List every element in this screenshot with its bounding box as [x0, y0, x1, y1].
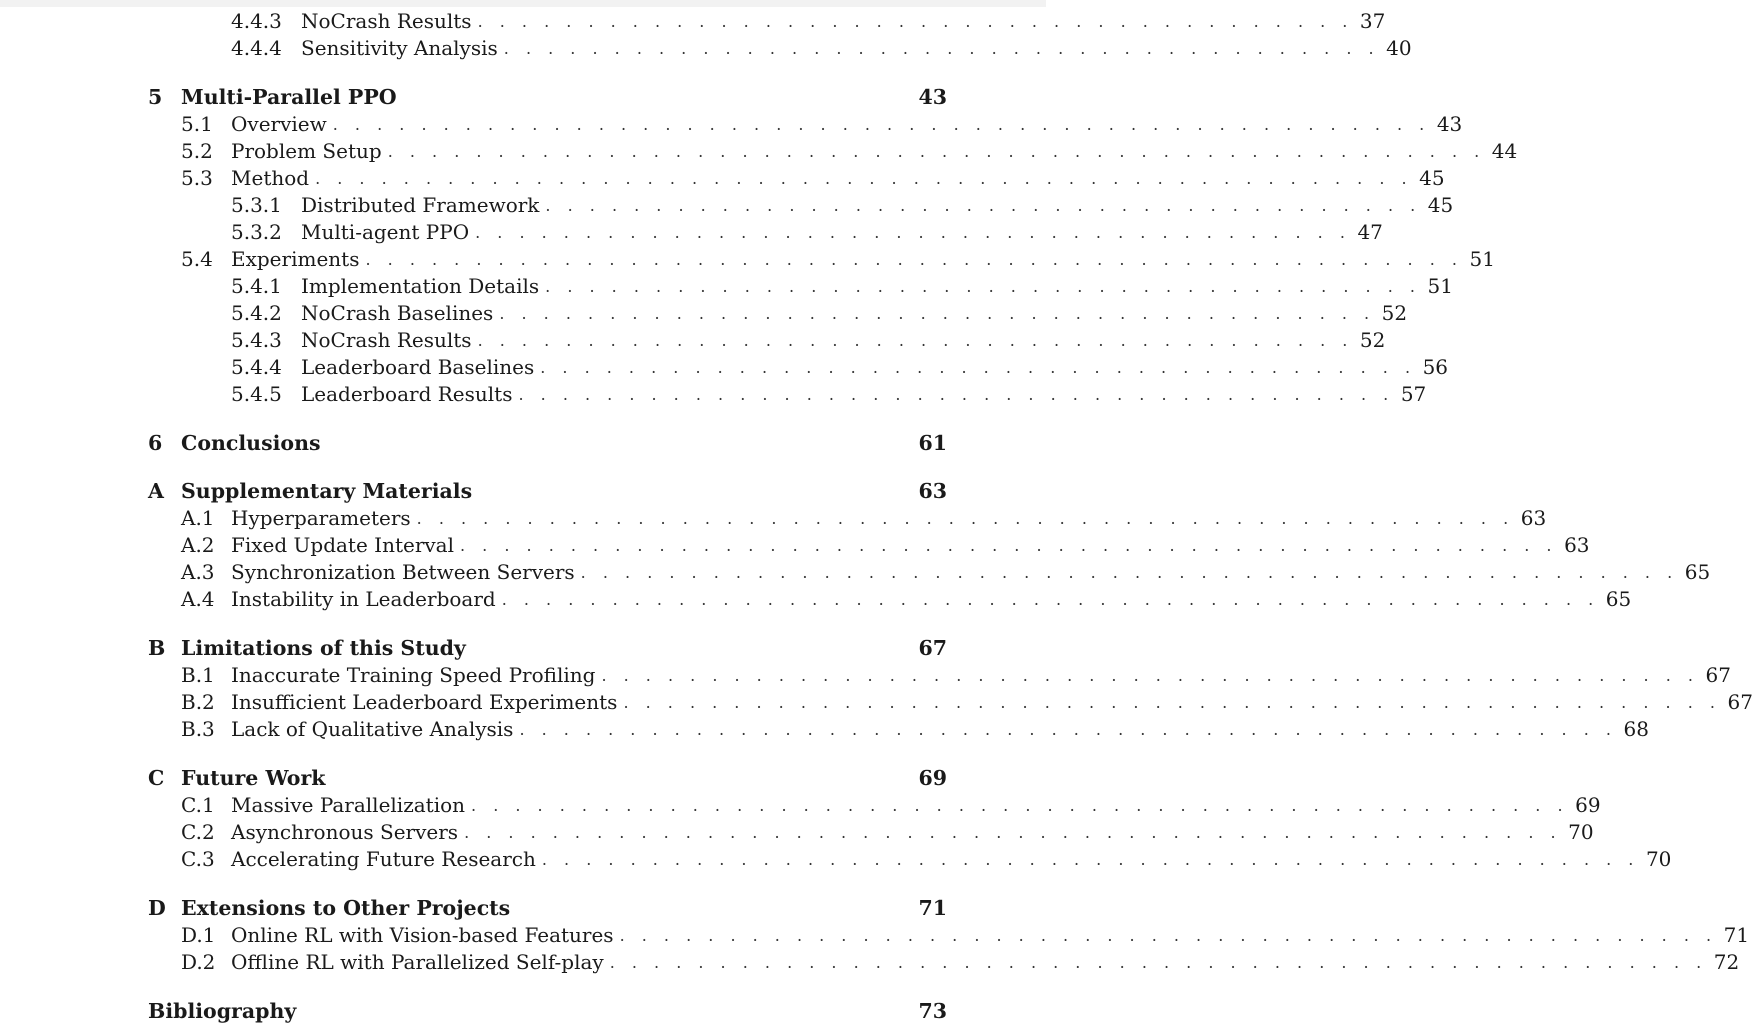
- toc-entry-c-2[interactable]: [181, 819, 1594, 846]
- toc-entry-number: A.2: [181, 533, 215, 557]
- toc-entry-page: 63: [1564, 533, 1590, 557]
- toc-entry-a-1[interactable]: [181, 505, 1547, 532]
- toc-entry-title: Experiments: [231, 247, 360, 271]
- toc-entry-title: NoCrash Results: [301, 9, 472, 33]
- toc-entry-b-3[interactable]: [181, 716, 1649, 743]
- toc-entry-page: 56: [1422, 355, 1449, 379]
- toc-dot-leader: . . . . . . . . . . . . . . . . . . . . . . . . . . . . . . . . . . . . . . . . . . . . . . . . . .: [460, 536, 1558, 555]
- toc-chapter-title: Supplementary Materials: [181, 479, 473, 503]
- toc-chapter-page: 43: [918, 85, 947, 109]
- toc-entry-page: 67: [1727, 690, 1753, 714]
- toc-chapter-number: 6: [148, 431, 163, 455]
- toc-entry-number: C.3: [181, 847, 215, 871]
- toc-entry-number: B.3: [181, 717, 215, 741]
- toc-entry-title: Leaderboard Results: [301, 382, 513, 406]
- toc-dot-leader: . . . . . . . . . . . . . . . . . . . . . . . . . . . . . . . . . . . . . . . .: [540, 358, 1417, 377]
- toc-entry-page: 69: [1575, 793, 1601, 817]
- toc-entry-5-4[interactable]: [181, 246, 1495, 273]
- toc-entry-5-3-2[interactable]: [231, 219, 1383, 246]
- toc-dot-leader: . . . . . . . . . . . . . . . . . . . . . . . . . . . . . . . . . . . . . . . . . . . . . . . . . .: [416, 509, 1515, 528]
- toc-chapter-number: D: [148, 896, 166, 920]
- toc-dot-leader: . . . . . . . . . . . . . . . . . . . . . . . . . . . . . . . . . . . . . . . . . . . . . . . . . .: [365, 250, 1463, 269]
- toc-dot-leader: . . . . . . . . . . . . . . . . . . . . . . . . . . . . . . . . . . . . . . . . . . . . . . . . . .: [619, 926, 1718, 945]
- toc-entry-a-3[interactable]: [181, 559, 1711, 586]
- toc-entry-number: 5.4.1: [231, 274, 282, 298]
- toc-entry-5-4-3[interactable]: [231, 327, 1386, 354]
- toc-chapter-number: 5: [148, 85, 163, 109]
- toc-entry-page: 70: [1568, 820, 1594, 844]
- toc-entry-d-1[interactable]: [181, 922, 1750, 949]
- toc-entry-number: 4.4.3: [231, 9, 282, 33]
- toc-entry-b-2[interactable]: [181, 689, 1753, 716]
- toc-entry-title: Overview: [231, 112, 327, 136]
- toc-entry-number: 5.4: [181, 247, 213, 271]
- toc-entry-number: C.2: [181, 820, 215, 844]
- toc-dot-leader: . . . . . . . . . . . . . . . . . . . . . . . . . . . . . . . . . . . . . . . .: [545, 196, 1422, 215]
- toc-entry-page: 51: [1469, 247, 1495, 271]
- toc-entry-5-3-1[interactable]: [231, 192, 1454, 219]
- toc-entry-page: 70: [1645, 847, 1672, 871]
- toc-chapter-page: 73: [918, 999, 947, 1023]
- toc-entry-number: 5.3: [181, 166, 213, 190]
- toc-entry-number: C.1: [181, 793, 215, 817]
- toc-chapter-title: Future Work: [181, 766, 326, 790]
- toc-chapter-page: 63: [918, 479, 947, 503]
- toc-entry-title: NoCrash Results: [301, 328, 472, 352]
- toc-dot-leader: . . . . . . . . . . . . . . . . . . . . . . . . . . . . . . . . . . . . . . . . . . . . . . . . . .: [464, 823, 1562, 842]
- toc-chapter-page: 67: [918, 636, 947, 660]
- toc-chapter-title: Bibliography: [148, 999, 297, 1023]
- toc-entry-title: Implementation Details: [301, 274, 540, 298]
- toc-entry-5-3[interactable]: [181, 165, 1445, 192]
- toc-entry-page: 44: [1491, 139, 1518, 163]
- toc-entry-number: A.3: [181, 560, 215, 584]
- toc-entry-page: 67: [1705, 663, 1731, 687]
- toc-entry-number: 5.4.3: [231, 328, 282, 352]
- toc-entry-number: B.2: [181, 690, 215, 714]
- toc-chapter-page: 71: [918, 896, 947, 920]
- toc-entry-page: 52: [1381, 301, 1408, 325]
- toc-entry-page: 65: [1684, 560, 1711, 584]
- toc-entry-5-4-4[interactable]: [231, 354, 1449, 381]
- toc-dot-leader: . . . . . . . . . . . . . . . . . . . . . . . . . . . . . . . . . . . . . . . .: [475, 223, 1351, 242]
- toc-entry-page: 68: [1623, 717, 1649, 741]
- toc-entry-title: NoCrash Baselines: [301, 301, 494, 325]
- toc-appendix-c[interactable]: [148, 765, 947, 792]
- toc-entry-title: Lack of Qualitative Analysis: [231, 717, 514, 741]
- toc-entry-number: 5.3.2: [231, 220, 282, 244]
- toc-chapter-page: 69: [918, 766, 947, 790]
- toc-entry-page: 47: [1357, 220, 1383, 244]
- toc-entry-page: 51: [1427, 274, 1453, 298]
- toc-entry-page: 71: [1723, 923, 1750, 947]
- toc-entry-page: 57: [1400, 382, 1427, 406]
- toc-entry-c-3[interactable]: [181, 846, 1672, 873]
- toc-entry-page: 37: [1359, 9, 1386, 33]
- toc-entry-number: 5.1: [181, 112, 213, 136]
- toc-entry-number: 5.4.5: [231, 382, 282, 406]
- toc-dot-leader: . . . . . . . . . . . . . . . . . . . . . . . . . . . . . . . . . . . . . . . . . . . . . . . . . .: [387, 142, 1486, 161]
- toc-entry-c-1[interactable]: [181, 792, 1601, 819]
- toc-entry-page: 43: [1436, 112, 1463, 136]
- toc-bibliography[interactable]: [148, 998, 947, 1025]
- toc-entry-title: Method: [231, 166, 310, 190]
- toc-dot-leader: . . . . . . . . . . . . . . . . . . . . . . . . . . . . . . . . . . . . . . . . . . . . . . . . . .: [332, 115, 1431, 134]
- toc-entry-page: 40: [1386, 36, 1412, 60]
- toc-entry-title: Fixed Update Interval: [231, 533, 454, 557]
- toc-chapter-title: Limitations of this Study: [181, 636, 466, 660]
- toc-entry-d-2[interactable]: [181, 949, 1740, 976]
- toc-entry-5-4-1[interactable]: [231, 273, 1453, 300]
- toc-dot-leader: . . . . . . . . . . . . . . . . . . . . . . . . . . . . . . . . . . . . . . . . . . . . . . . . . .: [315, 169, 1413, 188]
- toc-entry-number: 5.4.2: [231, 301, 282, 325]
- toc-entry-a-4[interactable]: [181, 586, 1632, 613]
- toc-chapter-page: 61: [918, 431, 947, 455]
- toc-entry-number: D.1: [181, 923, 216, 947]
- toc-dot-leader: . . . . . . . . . . . . . . . . . . . . . . . . . . . . . . . . . . . . . . . . . . . . . . . . . .: [623, 693, 1721, 712]
- toc-entry-page: 52: [1359, 328, 1386, 352]
- toc-chapter-title: Extensions to Other Projects: [181, 896, 511, 920]
- toc-dot-leader: . . . . . . . . . . . . . . . . . . . . . . . . . . . . . . . . . . . . . . . .: [499, 304, 1376, 323]
- toc-chapter-number: C: [148, 766, 165, 790]
- toc-dot-leader: . . . . . . . . . . . . . . . . . . . . . . . . . . . . . . . . . . . . . . . .: [545, 277, 1421, 296]
- toc-entry-number: 4.4.4: [231, 36, 282, 60]
- toc-entry-number: 5.3.1: [231, 193, 282, 217]
- toc-entry-number: A.4: [181, 587, 215, 611]
- toc-entry-title: Distributed Framework: [301, 193, 540, 217]
- toc-entry-number: D.2: [181, 950, 216, 974]
- toc-entry-title: Insufficient Leaderboard Experiments: [231, 690, 618, 714]
- toc-dot-leader: . . . . . . . . . . . . . . . . . . . . . . . . . . . . . . . . . . . . . . . . . . . . . . . . . .: [541, 850, 1640, 869]
- toc-entry-page: 72: [1713, 950, 1740, 974]
- toc-entry-title: Massive Parallelization: [231, 793, 466, 817]
- toc-entry-title: Asynchronous Servers: [231, 820, 459, 844]
- toc-dot-leader: . . . . . . . . . . . . . . . . . . . . . . . . . . . . . . . . . . . . . . . . . . . . . . . . . .: [609, 953, 1708, 972]
- toc-entry-page: 65: [1605, 587, 1632, 611]
- toc-entry-5-1[interactable]: [181, 111, 1463, 138]
- toc-appendix-a[interactable]: [148, 478, 947, 505]
- toc-entry-title: Leaderboard Baselines: [301, 355, 535, 379]
- toc-entry-5-2[interactable]: [181, 138, 1518, 165]
- toc-chapter-title: Multi-Parallel PPO: [181, 85, 397, 109]
- toc-dot-leader: . . . . . . . . . . . . . . . . . . . . . . . . . . . . . . . . . . . . . . . . . . . . . . . . . .: [501, 590, 1600, 609]
- toc-entry-a-2[interactable]: [181, 532, 1590, 559]
- toc-entry-title: Sensitivity Analysis: [301, 36, 498, 60]
- toc-entry-number: B.1: [181, 663, 215, 687]
- toc-entry-5-4-5[interactable]: [231, 381, 1427, 408]
- toc-dot-leader: . . . . . . . . . . . . . . . . . . . . . . . . . . . . . . . . . . . . . . . .: [477, 12, 1354, 31]
- toc-entry-title: Online RL with Vision-based Features: [231, 923, 614, 947]
- toc-entry-title: Hyperparameters: [231, 506, 411, 530]
- toc-dot-leader: . . . . . . . . . . . . . . . . . . . . . . . . . . . . . . . . . . . . . . . . . . . . . . . . . .: [471, 796, 1569, 815]
- toc-appendix-b[interactable]: [148, 635, 947, 662]
- toc-entry-title: Synchronization Between Servers: [231, 560, 575, 584]
- toc-entry-title: Inaccurate Training Speed Profiling: [231, 663, 596, 687]
- toc-dot-leader: . . . . . . . . . . . . . . . . . . . . . . . . . . . . . . . . . . . . . . . . . . . . . . . . . .: [601, 666, 1699, 685]
- toc-entry-title: Problem Setup: [231, 139, 382, 163]
- toc-entry-b-1[interactable]: [181, 662, 1731, 689]
- toc-chapter-5[interactable]: [148, 84, 947, 111]
- toc-entry-page: 45: [1427, 193, 1454, 217]
- toc-chapter-number: B: [148, 636, 166, 660]
- toc-entry-title: Accelerating Future Research: [231, 847, 536, 871]
- toc-entry-title: Instability in Leaderboard: [231, 587, 496, 611]
- toc-dot-leader: . . . . . . . . . . . . . . . . . . . . . . . . . . . . . . . . . . . . . . . .: [518, 385, 1395, 404]
- toc-entry-page: 45: [1419, 166, 1445, 190]
- toc-entry-page: 63: [1520, 506, 1547, 530]
- toc-entry-number: 5.4.4: [231, 355, 282, 379]
- toc-entry-number: A.1: [181, 506, 215, 530]
- toc-entry-4-4-4[interactable]: [231, 35, 1412, 62]
- toc-dot-leader: . . . . . . . . . . . . . . . . . . . . . . . . . . . . . . . . . . . . . . . .: [477, 331, 1354, 350]
- toc-entry-title: Offline RL with Parallelized Self-play: [231, 950, 604, 974]
- toc-entry-4-4-3[interactable]: [231, 8, 1386, 35]
- toc-appendix-d[interactable]: [148, 895, 947, 922]
- toc-chapter-title: Conclusions: [181, 431, 321, 455]
- toc-chapter-number: A: [148, 479, 164, 503]
- toc-dot-leader: . . . . . . . . . . . . . . . . . . . . . . . . . . . . . . . . . . . . . . . .: [503, 39, 1380, 58]
- toc-entry-number: 5.2: [181, 139, 213, 163]
- toc-chapter-6[interactable]: [148, 430, 947, 457]
- toc-entry-title: Multi-agent PPO: [301, 220, 470, 244]
- toc-dot-leader: . . . . . . . . . . . . . . . . . . . . . . . . . . . . . . . . . . . . . . . . . . . . . . . . . .: [580, 563, 1679, 582]
- toc-entry-5-4-2[interactable]: [231, 300, 1408, 327]
- toc-dot-leader: . . . . . . . . . . . . . . . . . . . . . . . . . . . . . . . . . . . . . . . . . . . . . . . . . .: [519, 720, 1617, 739]
